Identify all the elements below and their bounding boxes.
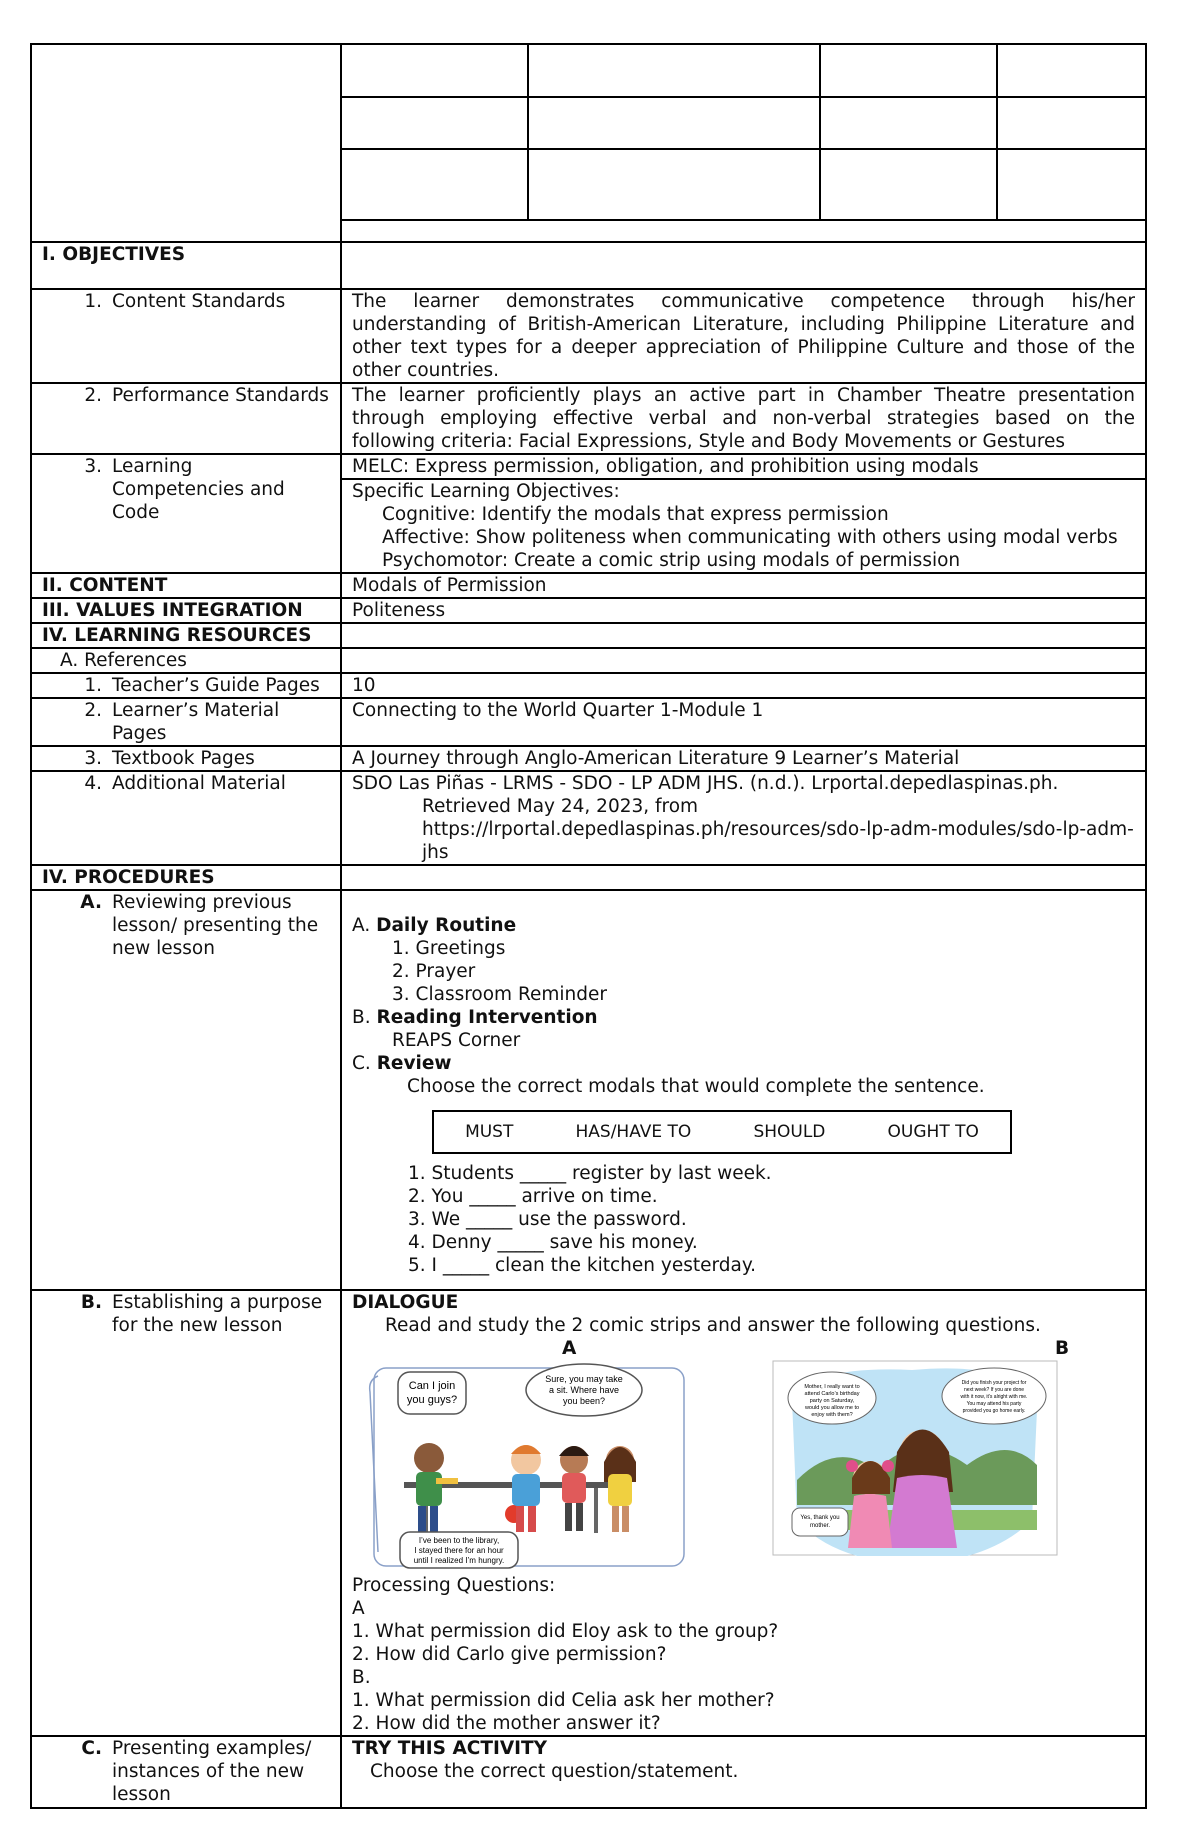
procedures-blank	[341, 865, 1146, 890]
tb-value: A Journey through Anglo-American Literature 9 Learner’s Material	[341, 746, 1146, 771]
procedures-heading: IV. PROCEDURES	[31, 865, 341, 890]
references-label: A. References	[31, 648, 341, 673]
questions-b-label: B.	[352, 1667, 371, 1688]
procedure-a-label-cell: A. Reviewing previous lesson/ presenting the new lesson	[31, 890, 341, 1290]
content-heading: II. CONTENT	[31, 573, 341, 598]
comic-b-label: B	[1055, 1338, 1070, 1359]
comic-a-bubble-1: Can I join you guys?	[406, 1380, 458, 1406]
comic-b-bubble-1: Mother, I really want to attend Carlo’s birthday party on Saturday, would you allow me to enjoy with them?	[804, 1384, 860, 1418]
procedure-a-label: Reviewing previous lesson/ presenting the new lesson	[112, 892, 319, 959]
reading-intervention-heading: B. Reading Intervention	[352, 1007, 598, 1028]
daily-routine-heading: A. Daily Routine	[352, 915, 517, 936]
modal-choice: OUGHT TO	[887, 1121, 979, 1142]
resources-blank	[341, 623, 1146, 648]
specific-objectives-label: Specific Learning Objectives:	[352, 481, 620, 502]
objectives-blank	[341, 242, 1146, 289]
values-value: Politeness	[341, 598, 1146, 623]
review-sentence: 4. Denny _____ save his money.	[408, 1232, 698, 1253]
comic-strip-a	[364, 1362, 689, 1572]
tg-label-cell: 1. Teacher’s Guide Pages	[31, 673, 341, 698]
try-activity-instructions: Choose the correct question/statement.	[370, 1761, 739, 1782]
objectives-heading: I. OBJECTIVES	[31, 242, 341, 289]
comic-a-label: A	[562, 1338, 577, 1359]
modal-choices-box	[432, 1110, 1012, 1154]
references-blank	[341, 648, 1146, 673]
comic-strip-b	[772, 1360, 1058, 1556]
processing-heading: Processing Questions:	[352, 1575, 556, 1596]
values-heading: III. VALUES INTEGRATION	[31, 598, 341, 623]
competencies-label-cell: 3. Learning Competencies and Code	[31, 454, 341, 573]
modal-choice: HAS/HAVE TO	[575, 1121, 692, 1142]
procedure-b-label-cell: B. Establishing a purpose for the new lesson	[31, 1290, 341, 1736]
add-label-cell: 4. Additional Material	[31, 771, 341, 865]
review-sentence: 1. Students _____ register by last week.	[408, 1163, 772, 1184]
review-sentence: 3. We _____ use the password.	[408, 1209, 687, 1230]
routine-item-1: 1. Greetings	[392, 938, 506, 959]
comic-a-bubble-2: Sure, you may take a sit. Where have you been?	[545, 1374, 623, 1406]
dialogue-heading: DIALOGUE	[352, 1292, 459, 1313]
routine-item-2: 2. Prayer	[392, 961, 476, 982]
lm-label-cell: 2. Learner’s Material Pages	[31, 698, 341, 746]
modal-choice: SHOULD	[753, 1121, 826, 1142]
affective-objective: Affective: Show politeness when communicating with others using modal verbs	[382, 527, 1118, 548]
melc-text: MELC: Express permission, obligation, and prohibition using modals	[341, 454, 1146, 479]
review-instructions: Choose the correct modals that would complete the sentence.	[407, 1076, 985, 1097]
comic-a-bubble-3: I’ve been to the library, I stayed there for an hour until I realized I’m hungry.	[413, 1536, 505, 1565]
tg-label: Teacher’s Guide Pages	[112, 675, 320, 696]
procedure-c-label: Presenting examples/ instances of the new lesson	[112, 1738, 312, 1805]
add-label: Additional Material	[112, 773, 286, 794]
performance-standards-label: Performance Standards	[112, 385, 329, 406]
review-sentence: 5. I _____ clean the kitchen yesterday.	[408, 1255, 757, 1276]
content-value: Modals of Permission	[341, 573, 1146, 598]
procedure-c-content	[341, 1736, 1146, 1808]
review-heading: C. Review	[352, 1053, 452, 1074]
reaps-corner: REAPS Corner	[392, 1030, 521, 1051]
comic-b-bubble-3: Yes, thank you mother.	[800, 1515, 840, 1529]
tb-label-cell: 3. Textbook Pages	[31, 746, 341, 771]
header-blank-cell	[31, 44, 341, 242]
resources-heading: IV. LEARNING RESOURCES	[31, 623, 341, 648]
content-standards-label: Content Standards	[112, 291, 286, 312]
modal-choice: MUST	[465, 1121, 514, 1142]
add-material-cell	[341, 771, 1146, 865]
review-sentence: 2. You _____ arrive on time.	[408, 1186, 658, 1207]
tg-value: 10	[341, 673, 1146, 698]
lesson-plan-table	[30, 43, 1147, 1809]
lm-value: Connecting to the World Quarter 1-Module 1	[341, 698, 1146, 746]
add-line-1: SDO Las Piñas - LRMS - SDO - LP ADM JHS. (n.d.). Lrportal.depedlaspinas.ph.	[352, 773, 1059, 794]
lesson-plan-page	[30, 43, 1147, 1803]
procedure-b-content	[341, 1290, 1146, 1736]
tb-label: Textbook Pages	[112, 748, 255, 769]
questions-a-label: A	[352, 1598, 365, 1619]
question-a2: 2. How did Carlo give permission?	[352, 1644, 667, 1665]
question-b1: 1. What permission did Celia ask her mother?	[352, 1690, 775, 1711]
specific-objectives-cell	[341, 479, 1146, 573]
content-standards-text: The learner demonstrates communicative competence through his/her understanding of British-American Literature, including Philippine Literature and other text types for a deeper appreciation of Philippine Culture and those of the other countries.	[341, 289, 1146, 383]
cognitive-objective: Cognitive: Identify the modals that express permission	[382, 504, 889, 525]
procedure-a-content	[341, 890, 1146, 1290]
psychomotor-objective: Psychomotor: Create a comic strip using modals of permission	[382, 550, 961, 571]
procedure-c-label-cell: C. Presenting examples/ instances of the new lesson	[31, 1736, 341, 1808]
performance-standards-text: The learner proficiently plays an active part in Chamber Theatre presentation through employing effective verbal and non-verbal strategies based on the following criteria: Facial Expressions, Style and Body Movements or Gestures	[341, 383, 1146, 454]
procedure-b-label: Establishing a purpose for the new lesson	[112, 1292, 323, 1336]
question-b2: 2. How did the mother answer it?	[352, 1713, 661, 1734]
add-line-2: Retrieved May 24, 2023, from	[422, 796, 699, 817]
try-activity-heading: TRY THIS ACTIVITY	[352, 1738, 548, 1759]
lm-label: Learner’s Material Pages	[112, 700, 280, 744]
header-grid	[342, 45, 1145, 239]
content-standards-label-cell: 1. Content Standards	[31, 289, 341, 383]
comic-b-bubble-2: Did you finish your project for next week? If you are done with it now, it’s alright with me. You may attend his party provided you go home early.	[960, 1380, 1028, 1414]
routine-item-3: 3. Classroom Reminder	[392, 984, 607, 1005]
header-info-cell	[341, 44, 1146, 242]
dialogue-instructions: Read and study the 2 comic strips and answer the following questions.	[385, 1315, 1041, 1336]
add-line-3: https://lrportal.depedlaspinas.ph/resources/sdo-lp-adm-modules/sdo-lp-adm-jhs	[422, 819, 1134, 863]
competencies-label: Learning Competencies and Code	[112, 456, 285, 523]
question-a1: 1. What permission did Eloy ask to the group?	[352, 1621, 779, 1642]
performance-standards-label-cell: 2. Performance Standards	[31, 383, 341, 454]
